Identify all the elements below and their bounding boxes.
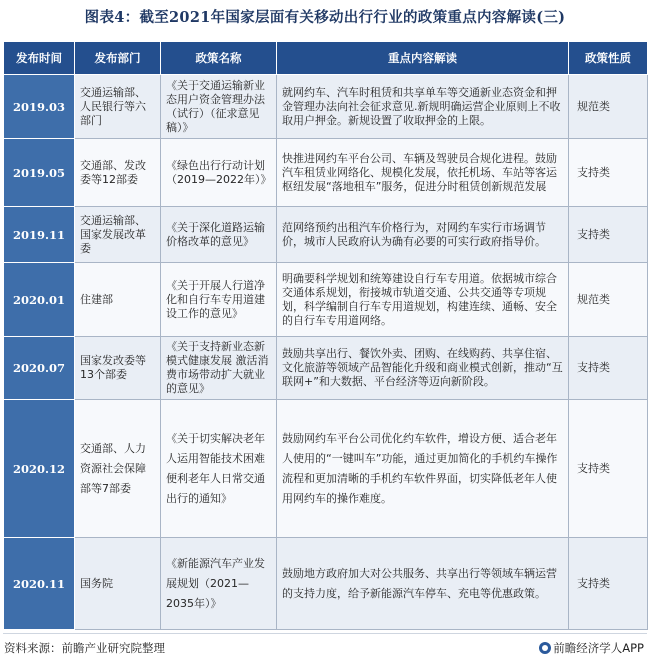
row-department: 住建部 bbox=[75, 263, 161, 337]
row-content: 就网约车、汽车时租赁和共享单车等交通新业态资金和押金管理办法向社会征求意见.新规明确运营企业原则上不收取用户押金。新规设置了收取押金的上限。 bbox=[277, 75, 569, 139]
row-date: 2020.01 bbox=[4, 263, 75, 337]
row-department: 国家发改委等13个部委 bbox=[75, 337, 161, 400]
header-nature: 政策性质 bbox=[569, 42, 648, 75]
source-note: 资料来源：前瞻产业研究院整理 bbox=[4, 641, 165, 655]
header-date: 发布时间 bbox=[4, 42, 75, 75]
row-content: 鼓励共享出行、餐饮外卖、团购、在线购药、共享住宿、文化旅游等领域产品智能化升级和商业模式创新，推动“互联网+”和大数据、平台经济等迈向新阶段。 bbox=[277, 337, 569, 400]
row-content: 明确要科学规划和统筹建设自行车专用道。依据城市综合交通体系规划，衔接城市轨道交通、公共交通等专项规划，科学编制自行车专用道规划，构建连续、通畅、安全的自行车专用道网络。 bbox=[277, 263, 569, 337]
header-department: 发布部门 bbox=[75, 42, 161, 75]
row-nature: 支持类 bbox=[569, 337, 648, 400]
row-policy-name: 《关于交通运输新业态用户资金管理办法（试行）（征求意见稿）》 bbox=[161, 75, 277, 139]
row-policy-name: 《关于深化道路运输价格改革的意见》 bbox=[161, 207, 277, 263]
row-policy-name: 《新能源汽车产业发展规划（2021—2035年）》 bbox=[161, 538, 277, 630]
brand-credit bbox=[539, 640, 644, 656]
row-policy-name: 《关于开展人行道净化和自行车专用道建设工作的意见》 bbox=[161, 263, 277, 337]
row-date: 2020.07 bbox=[4, 337, 75, 400]
row-nature: 规范类 bbox=[569, 75, 648, 139]
table-row bbox=[4, 75, 648, 139]
row-department: 交通部、人力资源社会保障部等7部委 bbox=[75, 400, 161, 538]
row-nature: 规范类 bbox=[569, 263, 648, 337]
row-nature: 支持类 bbox=[569, 207, 648, 263]
brand-name: 前瞻经济学人APP bbox=[553, 641, 644, 655]
table-header-row bbox=[4, 42, 648, 75]
row-content: 快推进网约车平台公司、车辆及驾驶员合规化进程。鼓励汽车租赁业网络化、规模化发展，依托机场、车站等客运枢纽发展“落地租车”服务，促进分时租赁创新规范发展 bbox=[277, 139, 569, 207]
brand-logo-icon bbox=[539, 642, 551, 654]
header-policy-name: 政策名称 bbox=[161, 42, 277, 75]
row-department: 交通部、发改委等12部委 bbox=[75, 139, 161, 207]
row-policy-name: 《绿色出行行动计划（2019—2022年）》 bbox=[161, 139, 277, 207]
row-content: 范网络预约出租汽车价格行为，对网约车实行市场调节价，城市人民政府认为确有必要的可实行政府指导价。 bbox=[277, 207, 569, 263]
row-department: 国务院 bbox=[75, 538, 161, 630]
row-date: 2020.11 bbox=[4, 538, 75, 630]
table-row bbox=[4, 538, 648, 630]
row-content: 鼓励地方政府加大对公共服务、共享出行等领域车辆运营的支持力度，给予新能源汽车停车、充电等优惠政策。 bbox=[277, 538, 569, 630]
table-row bbox=[4, 139, 648, 207]
row-policy-name: 《关于切实解决老年人运用智能技术困难便利老年人日常交通出行的通知》 bbox=[161, 400, 277, 538]
table-row bbox=[4, 207, 648, 263]
header-content: 重点内容解读 bbox=[277, 42, 569, 75]
row-date: 2019.03 bbox=[4, 75, 75, 139]
row-date: 2019.11 bbox=[4, 207, 75, 263]
row-department: 交通运输部、国家发展改革委 bbox=[75, 207, 161, 263]
row-nature: 支持类 bbox=[569, 139, 648, 207]
row-date: 2020.12 bbox=[4, 400, 75, 538]
row-department: 交通运输部、人民银行等六部门 bbox=[75, 75, 161, 139]
row-nature: 支持类 bbox=[569, 400, 648, 538]
table-row bbox=[4, 400, 648, 538]
table-row bbox=[4, 337, 648, 400]
row-content: 鼓励网约车平台公司优化约车软件，增设方便、适合老年人使用的“一键叫车”功能，通过更加简化的手机约车操作流程和更加清晰的手机约车软件界面，切实降低老年人使用网约车的操作难度。 bbox=[277, 400, 569, 538]
row-date: 2019.05 bbox=[4, 139, 75, 207]
policy-table bbox=[3, 41, 648, 630]
table-row bbox=[4, 263, 648, 337]
footer-divider bbox=[3, 633, 647, 634]
row-policy-name: 《关于支持新业态新模式健康发展 激活消费市场带动扩大就业的意见》 bbox=[161, 337, 277, 400]
row-nature: 支持类 bbox=[569, 538, 648, 630]
chart-title: 图表4：截至2021年国家层面有关移动出行行业的政策重点内容解读(三) bbox=[84, 9, 566, 26]
